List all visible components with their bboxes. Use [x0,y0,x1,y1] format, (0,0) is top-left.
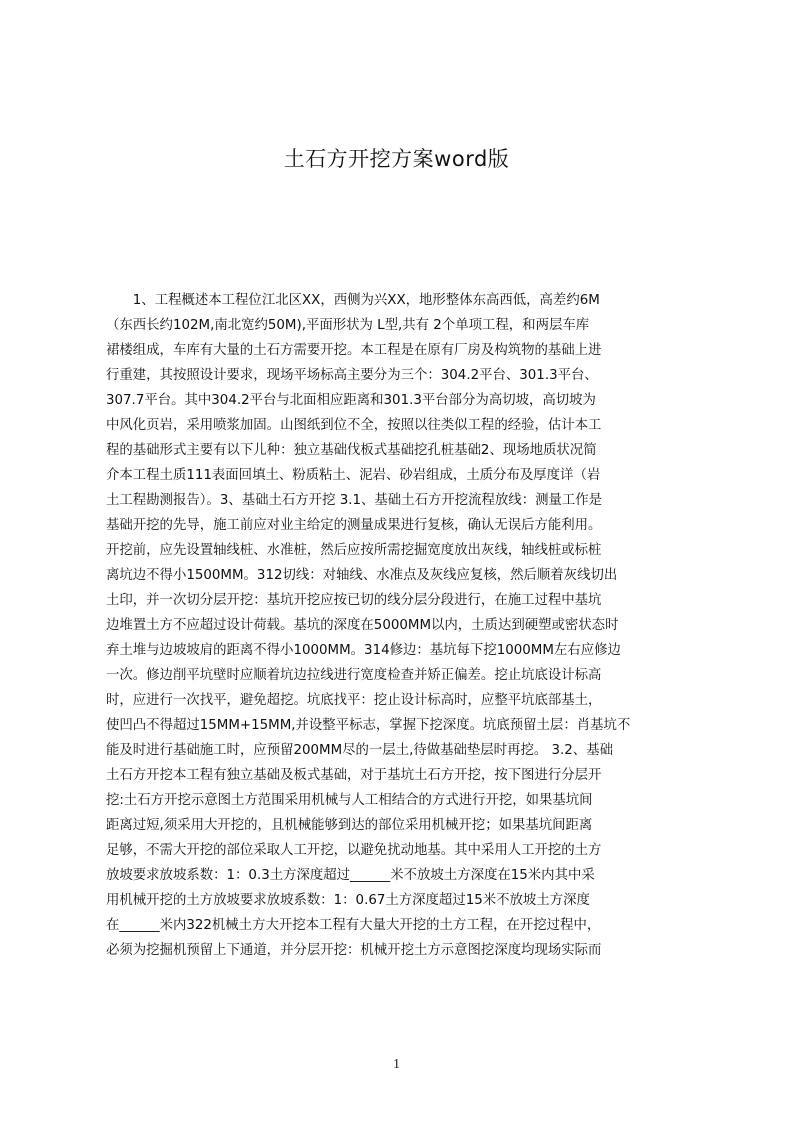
body-line: 能及时进行基础施工时，应预留200MM尽的一层土,待做基础垫层时再挖。 3.2、基础 [106,743,613,758]
body-line: 行重建，其按照设计要求，现场平场标高主要分为三个：304.2平台、301.3平台、 [106,368,598,383]
body-line: 用机械开挖的土方放坡要求放坡系数：1：0.67土方深度超过15米不放坡土方深度 [106,893,590,908]
body-line: 开挖前，应先设置轴线桩、水准桩，然后应按所需挖掘宽度放出灰线，轴线桩或标桩 [106,543,602,558]
body-line: 土印，并一次切分层开挖：基坑开挖应按已切的线分层分段进行，在施工过程中基坑 [106,593,602,608]
body-line: 基础开挖的先导，施工前应对业主给定的测量成果进行复核，确认无误后方能利用。 [106,518,602,533]
body-line: 时，应进行一次找平，避免超挖。坑底找平：挖止设计标高时，应整平坑底部基土， [106,693,602,708]
body-line: 边堆置土方不应超过设计荷载。基坑的深度在5000MM以内，土质达到硬塑或密状态时 [106,618,619,633]
body-line: 必须为挖掘机预留上下通道，并分层开挖：机械开挖土方示意图挖深度均现场实际而 [106,943,602,958]
body-line: 使凹凸不得超过15MM+15MM,并设整平标志，掌握下挖深度。坑底预留土层：肖基坑不 [106,718,631,733]
body-line: 放坡要求放坡系数：1：0.3土方深度超过______米不放坡土方深度在15米内其中采 [106,868,595,883]
body-line: 介本工程土质111表面回填土、粉质粘土、泥岩、砂岩组成，土质分布及厚度详（岩 [106,468,601,483]
body-line: 距离过短,须采用大开挖的，且机械能够到达的部位采用机械开挖；如果基坑间距离 [106,818,593,833]
body-line: 裙楼组成，车库有大量的土石方需要开挖。本工程是在原有厂房及构筑物的基础上进 [106,343,602,358]
body-line: 土石方开挖本工程有独立基础及板式基础，对于基坑土石方开挖，按下图进行分层开 [106,768,602,783]
document-title: 土石方开挖方案word版 [283,147,510,171]
body-line: 一次。修边削平坑壁时应顺着坑边拉线进行宽度检查并矫正偏差。挖止坑底设计标高 [106,668,602,683]
body-line: 足够，不需大开挖的部位采取人工开挖，以避免扰动地基。其中采用人工开挖的土方 [106,843,602,858]
body-line: 弃土堆与边坡坡肩的距离不得小1000MM。314修边：基坑每下挖1000MM左右应修边 [106,643,621,658]
body-line: 307.7平台。其中304.2平台与北面相应距离和301.3平台部分为高切坡，高切坡为 [106,393,596,408]
body-line: 中风化页岩，采用喷浆加固。山图纸到位不全，按照以往类似工程的经验，估计本工 [106,418,602,433]
body-line: 土工程勘测报告）。3、基础土石方开挖 3.1、基础土石方开挖流程放线：测量工作是 [106,493,603,508]
body-line: （东西长约102M,南北宽约50M),平面形状为 L型,共有 2个单项工程，和两层车库 [106,318,590,333]
body-text [106,288,699,963]
body-line: 在______米内322机械土方大开挖本工程有大量大开挖的土方工程，在开挖过程中， [106,918,601,933]
body-line: 挖:土石方开挖示意图土方范围采用机械与人工相结合的方式进行开挖，如果基坑间 [106,793,593,808]
body-line: 1、工程概述本工程位江北区XX，西侧为兴XX，地形整体东高西低，高差约6M [106,293,600,308]
body-line: 程的基础形式主要有以下儿种：独立基础伐板式基础挖孔桩基础2、现场地质状况简 [106,443,597,458]
page-number: 1 [393,1057,400,1072]
body-line: 离坑边不得小1500MM。312切线：对轴线、水准点及灰线应复核，然后顺着灰线切出 [106,568,618,583]
